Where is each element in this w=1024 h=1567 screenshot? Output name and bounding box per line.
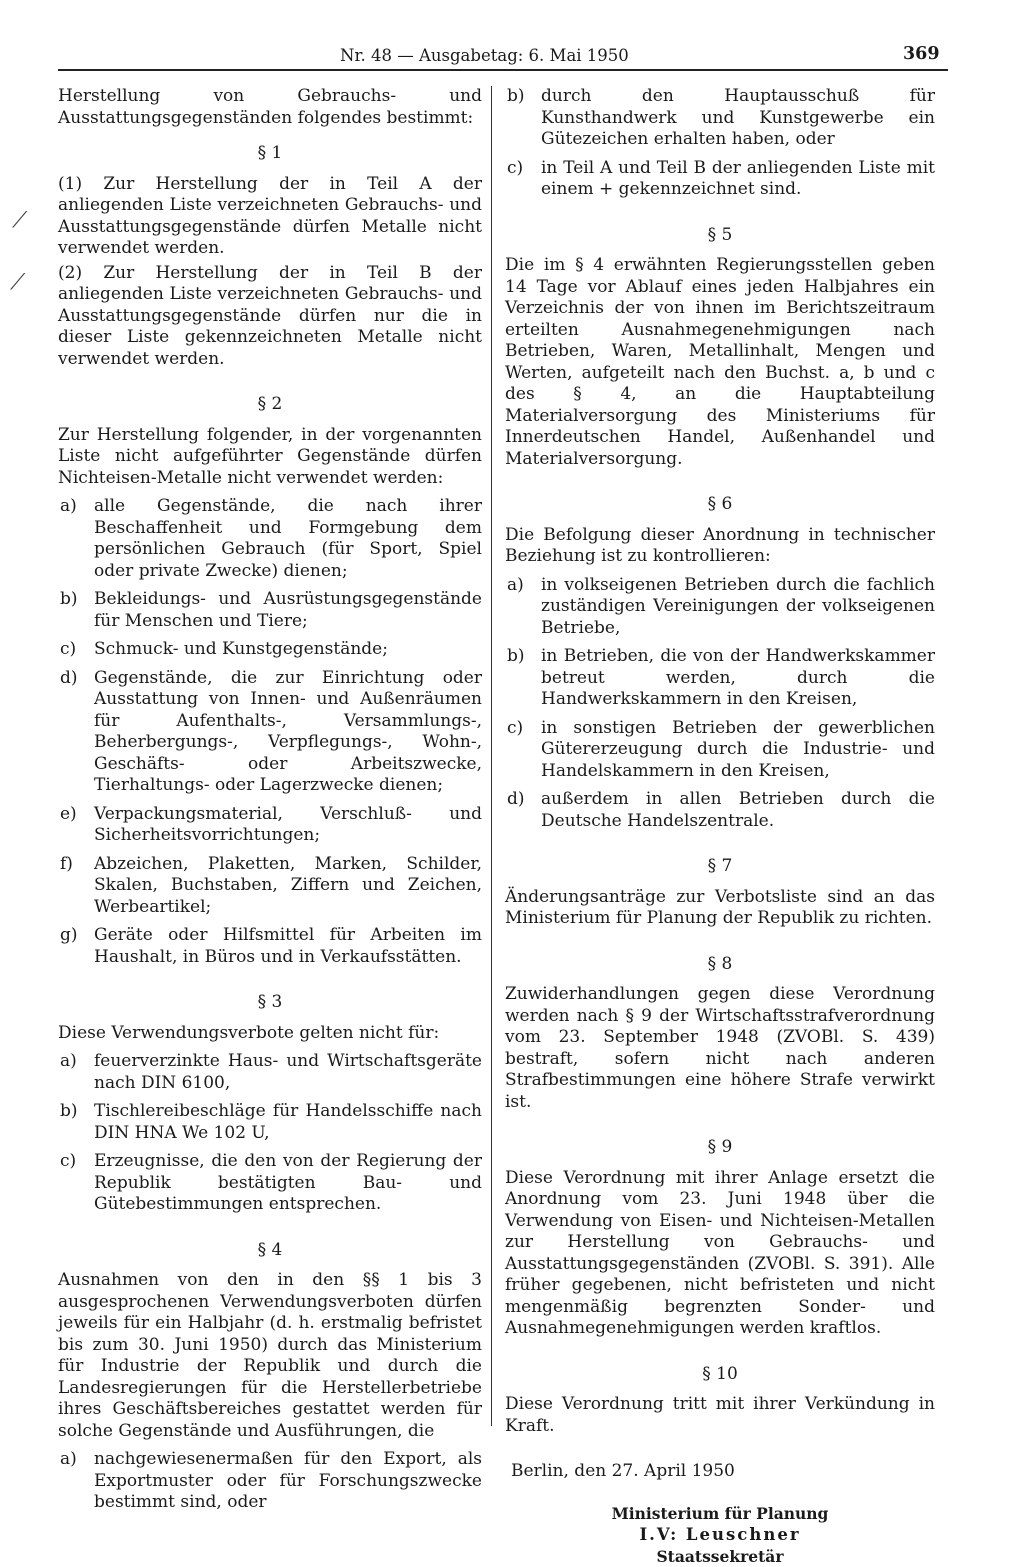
paragraph: Diese Verwendungsverbote gelten nicht für: [58, 1023, 482, 1045]
list-item: a) alle Gegenstände, die nach ihrer Beschaffenheit und Formgebung dem persönlichen Gebrauch (für Sport, Spiel oder private Zwecke) dienen; [58, 496, 482, 582]
section-title: § 8 [505, 954, 935, 976]
section-title: § 5 [505, 225, 935, 247]
list-item: g) Geräte oder Hilfsmittel für Arbeiten im Haushalt, in Büros und in Verkaufsstätten. [58, 925, 482, 968]
list-item: f) Abzeichen, Plaketten, Marken, Schilder, Skalen, Buchstaben, Ziffern und Zeichen, Werbeartikel; [58, 854, 482, 919]
issue-header: Nr. 48 — Ausgabetag: 6. Mai 1950 [340, 46, 629, 65]
list-item: c) Erzeugnisse, die den von der Regierung der Republik bestätigten Bau- und Gütebestimmungen entsprechen. [58, 1151, 482, 1216]
list [58, 1449, 482, 1514]
place-date: Berlin, den 27. April 1950 [505, 1461, 935, 1483]
section-title: § 2 [58, 394, 482, 416]
paragraph: Zur Herstellung folgender, in der vorgenannten Liste nicht aufgeführter Gegenstände dürfen Nichteisen-Metalle nicht verwendet werden: [58, 425, 482, 490]
section-title: § 3 [58, 992, 482, 1014]
list [58, 1051, 482, 1216]
list-item: c) Schmuck- und Kunstgegenstände; [58, 639, 482, 661]
list-item: d) Gegenstände, die zur Einrichtung oder Ausstattung von Innen- und Außenräumen für Aufenthalts-, Versammlungs-, Beherbergungs-, Verpflegungs-, Wohn-, Geschäfts- oder Arbeitszwecke, Tierhaltungs- oder Lagerzwecke dienen; [58, 668, 482, 797]
list-item: b) Tischlereibeschläge für Handelsschiffe nach DIN HNA We 102 U, [58, 1101, 482, 1144]
paragraph: Diese Verordnung mit ihrer Anlage ersetzt die Anordnung vom 23. Juni 1948 über die Verwendung von Eisen- und Nichteisen-Metallen zur Herstellung von Gebrauchs- und Ausstattungsgegenständen (ZVOBl. S. 391). Alle früher gegebenen, nicht befristeten und nicht mengenmäßig begrenzten Sonder- und Ausnahmegenehmigungen werden kraftlos. [505, 1168, 935, 1340]
list-item: a) feuerverzinkte Haus- und Wirtschaftsgeräte nach DIN 6100, [58, 1051, 482, 1094]
section-title: § 4 [58, 1240, 482, 1262]
signature-role: Staatssekretär [505, 1546, 935, 1567]
left-column [58, 86, 482, 1521]
paragraph: Diese Verordnung tritt mit ihrer Verkündung in Kraft. [505, 1394, 935, 1437]
section-title: § 10 [505, 1364, 935, 1386]
list-item: b) in Betrieben, die von der Handwerkskammer betreut werden, durch die Handwerkskammern in den Kreisen, [505, 646, 935, 711]
header-rule [58, 69, 948, 71]
section-title: § 6 [505, 494, 935, 516]
intro-paragraph: Herstellung von Gebrauchs- und Ausstattungsgegenständen folgendes bestimmt: [58, 86, 482, 129]
signature-organization: Ministerium für Planung [505, 1503, 935, 1525]
list [58, 496, 482, 968]
paragraph: Die im § 4 erwähnten Regierungsstellen geben 14 Tage vor Ablauf eines jeden Halbjahres ein Verzeichnis der von ihnen im Berichtszeitraum erteilten Ausnahmegenehmigungen nach Betrieben, Waren, Metallinhalt, Mengen und Werten, aufgeteilt nach den Buchst. a, b und c des § 4, an die Hauptabteilung Materialversorgung des Ministeriums für Innerdeutschen Handel, Außenhandel und Materialversorgung. [505, 255, 935, 470]
paragraph: Die Befolgung dieser Anordnung in technischer Beziehung ist zu kontrollieren: [505, 525, 935, 568]
list-item: e) Verpackungsmaterial, Verschluß- und Sicherheitsvorrichtungen; [58, 804, 482, 847]
section-title: § 9 [505, 1137, 935, 1159]
paragraph: (1) Zur Herstellung der in Teil A der anliegenden Liste verzeichneten Gebrauchs- und Ausstattungsgegenstände dürfen Metalle nicht verwendet werden. [58, 174, 482, 260]
margin-check-mark: ⟋ [10, 270, 25, 295]
section-title: § 7 [505, 856, 935, 878]
list-item: b) durch den Hauptausschuß für Kunsthandwerk und Kunstgewerbe ein Gütezeichen erhalten haben, oder [505, 86, 935, 151]
right-column [505, 86, 935, 1567]
paragraph: Änderungsanträge zur Verbotsliste sind an das Ministerium für Planung der Republik zu richten. [505, 887, 935, 930]
list-item: a) nachgewiesenermaßen für den Export, als Exportmuster oder für Forschungszwecke bestimmt sind, oder [58, 1449, 482, 1514]
list-item: b) Bekleidungs- und Ausrüstungsgegenstände für Menschen und Tiere; [58, 589, 482, 632]
list-item: d) außerdem in allen Betrieben durch die Deutsche Handelszentrale. [505, 789, 935, 832]
section-title: § 1 [58, 143, 482, 165]
signature-name: I.V: Leuschner [505, 1524, 935, 1546]
column-divider [491, 86, 492, 1426]
list-item: c) in sonstigen Betrieben der gewerblichen Gütererzeugung durch die Industrie- und Handelskammern in den Kreisen, [505, 718, 935, 783]
paragraph: Ausnahmen von den in den §§ 1 bis 3 ausgesprochenen Verwendungsverboten dürfen jeweils für ein Halbjahr (d. h. erstmalig befristet bis zum 30. Juni 1950) durch das Ministerium für Industrie der Republik und durch die Landesregierungen für die Herstellerbetriebe ihres Geschäftsbereiches gestattet werden für solche Gegenstände und Ausführungen, die [58, 1270, 482, 1442]
list [505, 575, 935, 833]
margin-check-mark: ⟋ [12, 208, 27, 233]
paragraph: Zuwiderhandlungen gegen diese Verordnung werden nach § 9 der Wirtschaftsstrafverordnung vom 23. September 1948 (ZVOBl. S. 439) bestraft, sofern nicht nach anderen Strafbestimmungen eine höhere Strafe verwirkt ist. [505, 984, 935, 1113]
list [505, 86, 935, 201]
list-item: c) in Teil A und Teil B der anliegenden Liste mit einem + gekennzeichnet sind. [505, 158, 935, 201]
page-number: 369 [903, 44, 940, 64]
list-item: a) in volkseigenen Betrieben durch die fachlich zuständigen Vereinigungen der volkseigenen Betriebe, [505, 575, 935, 640]
paragraph: (2) Zur Herstellung der in Teil B der anliegenden Liste verzeichneten Gebrauchs- und Ausstattungsgegenstände dürfen nur die in dieser Liste gekennzeichneten Metalle nicht verwendet werden. [58, 263, 482, 371]
